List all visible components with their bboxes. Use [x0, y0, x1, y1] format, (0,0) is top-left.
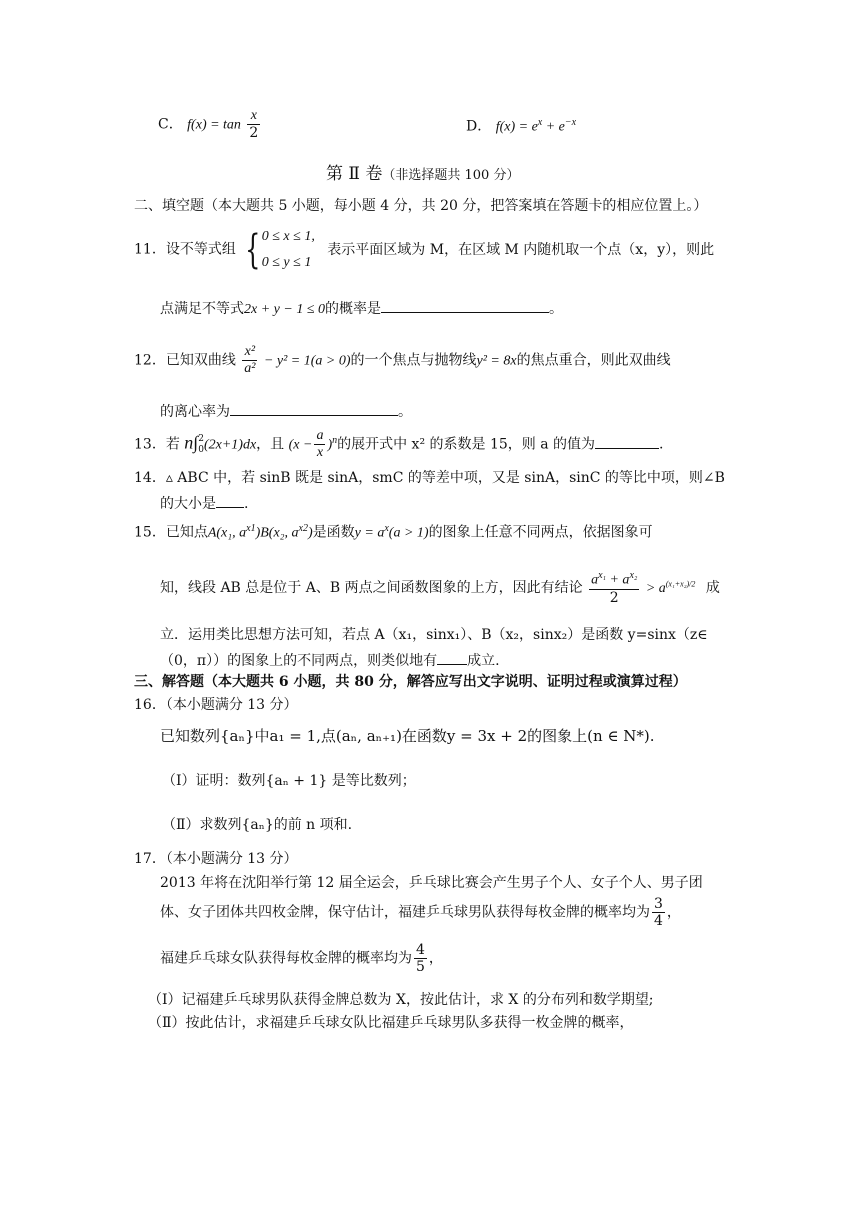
frac-num: x² [242, 344, 257, 361]
q12-line2-text: 的离心率为 [160, 404, 230, 420]
q16-stmt: 已知数列{aₙ}中a₁ = 1,点(aₙ, aₙ₊₁)在函数y = 3x + 2的图象上(n ∈ N*). [160, 727, 655, 745]
q12-line2 [160, 401, 412, 421]
answer-blank[interactable] [381, 298, 549, 313]
q17-part2: （Ⅱ）按此估计，求福建乒乓球女队比福建乒乓球男队多获得一枚金牌的概率， [148, 1015, 634, 1031]
q13-expr-post: ) [327, 437, 333, 453]
num-plus: + a [605, 572, 630, 588]
exp: x [384, 523, 389, 534]
q16-line1 [134, 697, 298, 714]
q11-end: 。 [549, 301, 564, 317]
option-c-fraction [247, 108, 260, 141]
q13-integrand: (2x+1)dx [203, 437, 257, 453]
q15-pts: A(x₁, a [207, 525, 247, 541]
q11-line2 [160, 298, 563, 319]
q11-row1: 0 ≤ x ≤ 1, [261, 229, 315, 244]
option-c-expr: f(x) = tan [187, 117, 241, 133]
frac-den: 2 [609, 589, 619, 606]
q15-line4 [160, 650, 500, 670]
q15-line1 [134, 523, 653, 542]
q13-comma: ，且 [256, 436, 285, 453]
q12-pre: 已知双曲线 [165, 352, 236, 369]
q11-pre: 设不等式组 [165, 241, 236, 258]
q12-parab: y² = 8x [476, 353, 517, 369]
option-d [466, 117, 576, 136]
q17-num: 17． [134, 851, 166, 867]
q15-cond: (a > 1) [388, 525, 429, 541]
option-d-plus: + e [542, 119, 565, 135]
q11-ineq: 2x + y − 1 ≤ 0 [244, 302, 326, 317]
frac-num: a [314, 428, 325, 445]
q17-fraction-2 [414, 942, 427, 975]
section-title [326, 164, 519, 184]
q12-end: 。 [398, 404, 412, 420]
option-c-label: C． [158, 116, 183, 133]
q17-part1: （Ⅰ）记福建乒乓球男队获得金牌总数为 X，按此估计，求 X 的分布列和数学期望; [148, 992, 654, 1008]
q17-fraction-1 [652, 896, 665, 929]
section-title-text: 第 Ⅱ 卷 [326, 164, 383, 184]
exp: x1 [246, 523, 256, 534]
q16-num: 16． [134, 697, 166, 713]
q12-txt1: 的一个焦点与抛物线 [350, 352, 477, 369]
q13-pre: 若 [165, 436, 180, 453]
answer-blank[interactable] [216, 493, 244, 508]
option-d-expr: f(x) = e [495, 119, 538, 135]
q17-text1: 2013 年将在沈阳举行第 12 届全运会，乒乓球比赛会产生男子个人、女子个人、男子团 [160, 875, 703, 891]
q15-num: 15． [134, 524, 166, 541]
frac-den: 4 [654, 913, 663, 930]
q12-fraction [242, 344, 257, 377]
q13-line [134, 428, 663, 461]
q17-line3-end: ， [428, 950, 443, 967]
q15-func: y = a [354, 525, 385, 541]
q16-part2: （Ⅱ）求数列{aₙ}的前 n 项和. [162, 817, 353, 833]
q17-line2-end: ， [666, 904, 681, 921]
q15-line4a: （0，π））的图象上的不同两点，则类似地有 [160, 653, 438, 669]
q11-line2a: 点满足不等式 [160, 301, 244, 317]
q17-line1 [134, 851, 298, 868]
answer-blank[interactable] [595, 434, 659, 449]
q15-mid: )B(x₂, a [255, 525, 299, 541]
q13-expr-pre: (x − [288, 437, 313, 453]
q11-line2b: 的概率是 [325, 301, 382, 317]
q14-end: . [244, 496, 249, 512]
q17-score: （本小题满分 13 分） [165, 851, 298, 867]
q17-text3 [160, 942, 443, 975]
q12-line1 [134, 344, 671, 377]
q15-line2 [160, 570, 720, 606]
frac-num: 4 [416, 942, 425, 958]
q15-line2-end: 成 [705, 579, 720, 596]
q13-txt: 的展开式中 x² 的系数是 15，则 a 的值为 [337, 436, 596, 453]
q11-system [262, 224, 315, 276]
q17-text2 [160, 896, 681, 929]
q15-line3: 立．运用类比思想方法可知，若点 A（x₁，sinx₁）、B（x₂，sinx₂）是函数 y=sinx（z∈ [160, 627, 708, 643]
answer-blank[interactable] [437, 650, 467, 665]
frac-num [589, 570, 639, 590]
integral-sign: n∫ [184, 432, 199, 453]
q13-fraction [314, 428, 325, 461]
q12-mid: − y² = 1(a > 0) [263, 353, 351, 369]
q11-post: 表示平面区域为 M，在区域 M 内随机取一个点（x，y），则此 [327, 241, 715, 258]
q14-line2 [160, 493, 248, 513]
option-c [158, 108, 262, 141]
q17-line2-text: 体、女子团体共四枚金牌，保守估计，福建乒乓球男队获得每枚金牌的概率均为 [160, 904, 650, 921]
q11-num: 11． [134, 241, 166, 258]
exp: x₂ [629, 570, 638, 581]
lim-bot: 0 [198, 444, 204, 455]
q15-txt2: 的图象上任意不同两点，依据图象可 [428, 524, 653, 541]
q12-txt2: 的焦点重合，则此双曲线 [516, 352, 671, 369]
frac-den: a² [244, 361, 256, 377]
exp: x₁ [598, 570, 606, 581]
q12-num: 12． [134, 352, 166, 369]
frac-num: 3 [654, 896, 663, 912]
frac-num: x [247, 108, 260, 125]
exp: x2 [298, 523, 308, 534]
exp: n [332, 434, 338, 446]
frac-den: x [316, 445, 324, 461]
num-a: a [591, 572, 599, 588]
q14-line2-text: 的大小是 [160, 496, 216, 512]
q17-line3-text: 福建乒乓球女队获得每枚金牌的概率均为 [160, 950, 412, 967]
lim-top: 2 [198, 433, 204, 444]
q14-text: ▵ ABC 中，若 sinB 既是 sinA，smC 的等差中项，又是 sinA，sinC 的等比中项，则∠B [165, 470, 725, 486]
q15-line4b: 成立. [467, 653, 500, 669]
answer-blank[interactable] [230, 401, 398, 416]
q11-row2: 0 ≤ y ≤ 1 [261, 255, 312, 270]
frac-den: 5 [416, 959, 425, 976]
q15-fraction [589, 570, 639, 606]
q13-end: . [659, 436, 664, 453]
option-d-label: D． [466, 118, 492, 135]
brace-icon: { [245, 227, 261, 273]
q14-line1 [134, 470, 725, 487]
part3-heading: 三、解答题（本大题共 6 小题，共 80 分，解答应写出文字说明、证明过程或演算过程） [134, 674, 687, 690]
q15-pre: 已知点 [165, 524, 208, 541]
q15-txt1: 是函数 [312, 524, 355, 541]
q11-line1 [134, 224, 714, 276]
q16-score: （本小题满分 13 分） [165, 697, 298, 713]
q16-part1: （Ⅰ）证明：数列{aₙ + 1} 是等比数列； [162, 773, 416, 789]
q15-close: ) [308, 525, 313, 541]
q15-line2-text: 知，线段 AB 总是位于 A、B 两点之间函数图象的上方，因此有结论 [160, 579, 583, 596]
q13-num: 13． [134, 436, 166, 453]
part2-heading: 二、填空题（本大题共 5 小题，每小题 4 分，共 20 分，把答案填在答题卡的相应位置上。） [134, 198, 708, 214]
q14-num: 14． [134, 470, 166, 486]
exp: (x₁+x₂)/2 [665, 579, 696, 589]
frac-den: 2 [249, 125, 259, 142]
section-title-note: （非选择题共 100 分） [382, 168, 520, 183]
exp: −x [564, 117, 577, 128]
q15-gt: > a [645, 580, 666, 596]
exp: x [537, 117, 543, 128]
